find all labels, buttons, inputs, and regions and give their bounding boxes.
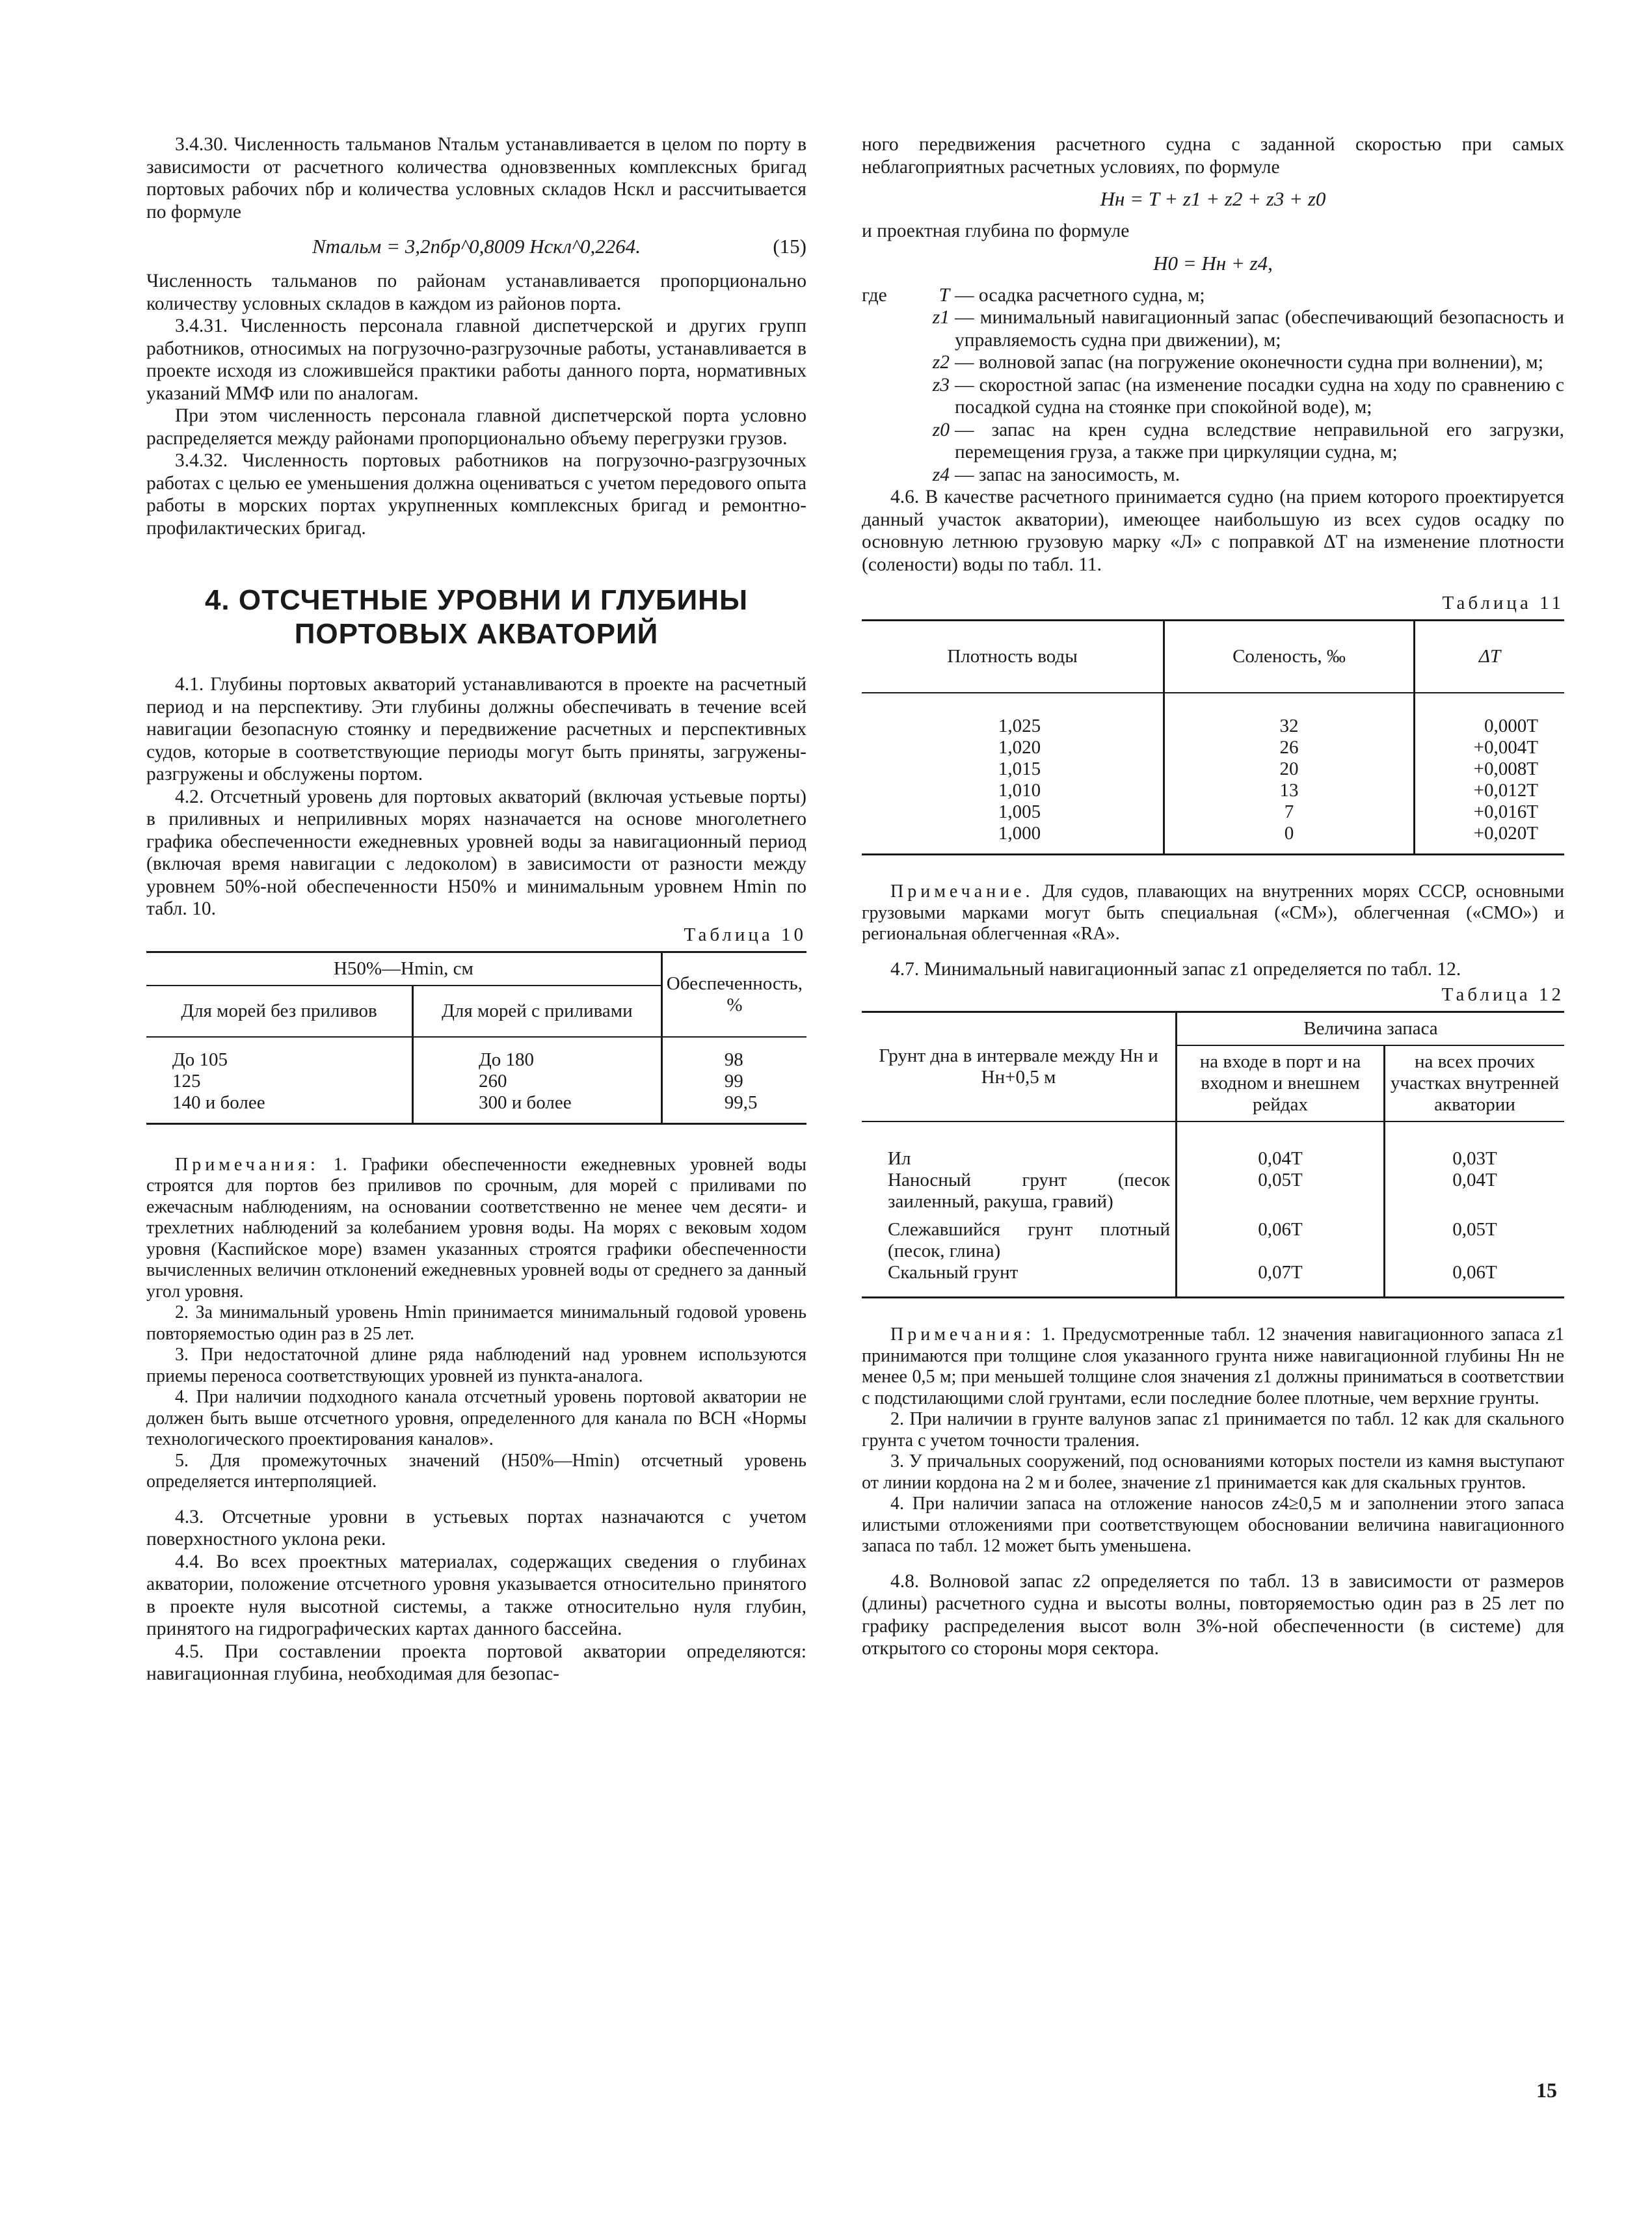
paragraph-4-4: 4.4. Во всех проектных материалах, содержащих сведения о глубинах акватории, положение отсчетного уровня указывается относительно принятого в проекте нуля высотной системы, а также относительно нуля глубин, принятого на гидрографических картах данного бассейна. (146, 1551, 806, 1639)
table-12-notes (862, 1324, 1564, 1557)
definition-item: z4 — запас на заносимость, м. (932, 464, 1180, 485)
definition-item: z0 — запас на крен судна вследствие неправильной его загрузки, перемещения груза, а также при циркуляции судна, м; (932, 419, 1564, 463)
note-1: 1. Графики обеспеченности ежедневных уровней воды строятся для портов без приливов по срочным, для морей с приливами по ежечасным наблюдениям, на основании соответственно не менее чем десяти- и трехлетних наблюдений за колебанием уровня воды. На морях с вековым ходом уровня (Каспийское море) взамен указанных строятся графики обеспеченности вычисленных величин отклонений ежедневных уровней воды от среднего за данный угол уровня. (146, 1154, 806, 1302)
right-column (862, 133, 1564, 1660)
definition-item: z3 — скоростной запас (на изменение посадки судна на ходу по сравнению с посадкой судна на стоянке при спокойной воде), м; (932, 374, 1564, 418)
paragraph-4-2: 4.2. Отсчетный уровень для портовых акваторий (включая устьевые порты) в приливных и неприливных морях назначается на основе многолетнего графика обеспеченности ежедневных уровней воды за навигационный период (включая время навигации с ледоколом) в зависимости от разности между уровнем 50%-ной обеспеченности H50% и минимальным уровнем Hmin по табл. 10. (146, 786, 806, 919)
notes-label: Примечания: (175, 1154, 319, 1175)
paragraph-continued: ного передвижения расчетного судна с заданной скоростью при самых неблагоприятных расчетных условиях, по формуле (862, 134, 1564, 178)
table-11-header-salinity: Соленость, ‰ (1164, 621, 1415, 693)
formula-15-expression: Nтальм = 3,2nбр^0,8009 Hскл^0,2264. (312, 235, 641, 258)
table-12-header-inner: на всех прочих участках внутренней акватории (1385, 1045, 1565, 1121)
note-4: 4. При наличии запаса на отложение наносов z4≥0,5 м и заполнении этого запаса илистыми отложениями при соответствующем обосновании величина навигационного запаса по табл. 12 может быть уменьшена. (862, 1494, 1564, 1556)
table-12-group-header: Величина запаса (1177, 1012, 1565, 1046)
table-row: До 105 До 180 98 (146, 1049, 806, 1071)
table-10-notes (146, 1155, 806, 1493)
paragraph-4-1: 4.1. Глубины портовых акваторий устанавливаются в проекте на расчетный период и на перспективу. Эти глубины должны обеспечивать в течение всей навигации безопасную стоянку и передвижение расчетных и перспективных судов, которые в соответствующие периоды могут быть приняты, загружены-разгружены и обслужены портом. (146, 674, 806, 785)
table-row: 140 и более 300 и более 99,5 (146, 1092, 806, 1114)
paragraph-4-6: 4.6. В качестве расчетного принимается судно (на прием которого проектируется данный участок акватории), имеющее наибольшую из всех судов осадку по основную летнюю грузовую марку «Л» с поправкой ΔT на изменение плотности (солености) воды по табл. 11. (862, 487, 1564, 575)
table-row: Ил 0,04T 0,03T (862, 1148, 1564, 1170)
page-number: 15 (1536, 2078, 1557, 2102)
table-11 (862, 619, 1564, 855)
note-5: 5. Для промежуточных значений (H50%—Hmin) отсчетный уровень определяется интерполяцией. (146, 1450, 806, 1492)
paragraph-3-4-31: 3.4.31. Численность персонала главной диспетчерской и других групп работников, относимых на погрузочно-разгрузочные работы, устанавливается в проекте исходя из сложившейся практики работы данного порта, нормативных указаний ММФ или по аналогам. (146, 315, 806, 404)
table-row: 1,020 26 +0,004T (862, 737, 1564, 758)
note-2: 2. За минимальный уровень Hmin принимается минимальный годовой уровень повторяемостью один раз в 25 лет. (146, 1302, 806, 1344)
table-10-header-no-tides: Для морей без приливов (181, 1000, 377, 1021)
definition-item: z1 — минимальный навигационный запас (обеспечивающий безопасность и управляемость судна при движении), м; (932, 307, 1564, 351)
table-row: Скальный грунт 0,07T 0,06T (862, 1262, 1564, 1283)
table-row: 1,000 0 +0,020T (862, 823, 1564, 844)
table-row: 1,015 20 +0,008T (862, 758, 1564, 780)
table-11-header-density: Плотность воды (947, 646, 1078, 667)
definition-item: где T — осадка расчетного судна, м; (862, 284, 1205, 306)
paragraph-dispatch: При этом численность персонала главной диспетчерской порта условно распределяется между районами пропорционально объему перегрузки грузов. (146, 405, 806, 449)
formula-15 (146, 232, 806, 261)
definition-item: z2 — волновой запас (на погружение оконечности судна при волнении), м; (932, 352, 1543, 373)
paragraph-4-5: 4.5. При составлении проекта портовой акватории определяются: навигационная глубина, необходимая для безопас- (146, 1641, 806, 1684)
table-10-header-coverage: Обеспеченность, % (661, 952, 806, 1037)
paragraph-3-4-32: 3.4.32. Численность портовых работников на погрузочно-разгрузочных работах с целью ее уменьшения должна оцениваться с учетом передового опыта работы в морских портах укрупненных комплексных бригад и ремонтно-профилактических бригад. (146, 450, 806, 539)
table-row: 125 260 99 (146, 1071, 806, 1092)
formula-15-number: (15) (773, 235, 806, 258)
section-4-heading: 4. ОТСЧЕТНЫЕ УРОВНИ И ГЛУБИНЫ ПОРТОВЫХ АКВАТОРИЙ (204, 584, 749, 650)
paragraph-4-7: 4.7. Минимальный навигационный запас z1 определяется по табл. 12. (890, 958, 1461, 980)
table-12-header-entrance: на входе в порт и на входном и внешнем рейдах (1177, 1045, 1385, 1121)
symbol-definitions (862, 284, 1564, 487)
note-4: 4. При наличии подходного канала отсчетный уровень портовой акватории не должен быть выше отсчетного уровня, определенного для канала по ВСН «Нормы технологического проектирования каналов». (146, 1387, 806, 1449)
table-10-header-tides: Для морей с приливами (413, 986, 662, 1037)
table-row: 1,025 32 0,000T (862, 716, 1564, 737)
table-11-header-delta-t: ΔT (1415, 621, 1565, 693)
table-row: 1,010 13 +0,012T (862, 780, 1564, 801)
formula-navigation-depth: Hн = T + z1 + z2 + z3 + z0 (1100, 187, 1326, 210)
paragraph-tally-districts: Численность тальманов по районам устанавливается пропорционально количеству условных складов в каждом из районов порта. (146, 271, 806, 314)
paragraph-design-depth: и проектная глубина по формуле (862, 221, 1130, 241)
table-10-caption: Таблица 10 (684, 924, 806, 945)
left-column (146, 133, 806, 1685)
paragraph-4-3: 4.3. Отсчетные уровни в устьевых портах назначаются с учетом поверхностного уклона реки. (146, 1506, 806, 1550)
table-10 (146, 951, 806, 1125)
paragraph-3-4-30: 3.4.30. Численность тальманов Nтальм устанавливается в целом по порту в зависимости от расчетного количества одновзвенных комплексных бригад портовых рабочих nбр и количества условных складов Hскл и рассчитывается по формуле (146, 134, 806, 222)
table-11-note (862, 881, 1564, 945)
table-12-caption: Таблица 12 (1441, 984, 1564, 1005)
table-11-caption: Таблица 11 (1442, 593, 1564, 613)
note-2: 2. При наличии в грунте валунов запас z1 принимается по табл. 12 как для скального грунта с учетом точности траления. (862, 1409, 1564, 1451)
notes-label: Примечания: (890, 1324, 1035, 1345)
formula-design-depth: H0 = Hн + z4, (1153, 251, 1273, 275)
note-label: Примечание. (890, 881, 1034, 902)
table-row: 1,005 7 +0,016T (862, 801, 1564, 823)
table-12-header-soil: Грунт дна в интервале между Hн и Hн+0,5 м (862, 1012, 1177, 1122)
table-12 (862, 1011, 1564, 1298)
paragraph-4-8: 4.8. Волновой запас z2 определяется по табл. 13 в зависимости от размеров (длины) расчетного судна и высоты волны, повторяемостью один раз в 25 лет по графику распределения высот волн 3%-ной обеспеченности (в системе) для открытого со стороны моря сектора. (862, 1570, 1564, 1659)
table-row: Наносный грунт (песок заиленный, ракуша, гравий) 0,05T 0,04T (862, 1170, 1564, 1213)
table-10-group-header: H50%—Hmin, см (146, 952, 661, 986)
table-row: Слежавшийся грунт плотный (песок, глина) 0,06T 0,05T (862, 1213, 1564, 1262)
note-1: 1. Предусмотренные табл. 12 значения навигационного запаса z1 принимаются при толщине слоя указанного грунта ниже навигационной глубины Hн не менее 0,5 м; при меньшей толщине слоя значения z1 должны приниматься в соответствии с подстилающими слой грунтами, если последние более плотные, чем верхние грунты. (862, 1324, 1565, 1408)
note-3: 3. При недостаточной длине ряда наблюдений над уровнем используются приемы переноса соответствующих уровней из пункта-аналога. (146, 1345, 806, 1386)
note-text: Для судов, плавающих на внутренних морях СССР, основными грузовыми марками могут быть специальная («СМ»), облегченная («СМО») и региональная облегченная «RA». (862, 881, 1564, 944)
note-3: 3. У причальных сооружений, под основаниями которых постели из камня выступают от линии кордона на 2 м и более, значение z1 принимается как для скальных грунтов. (862, 1451, 1564, 1493)
